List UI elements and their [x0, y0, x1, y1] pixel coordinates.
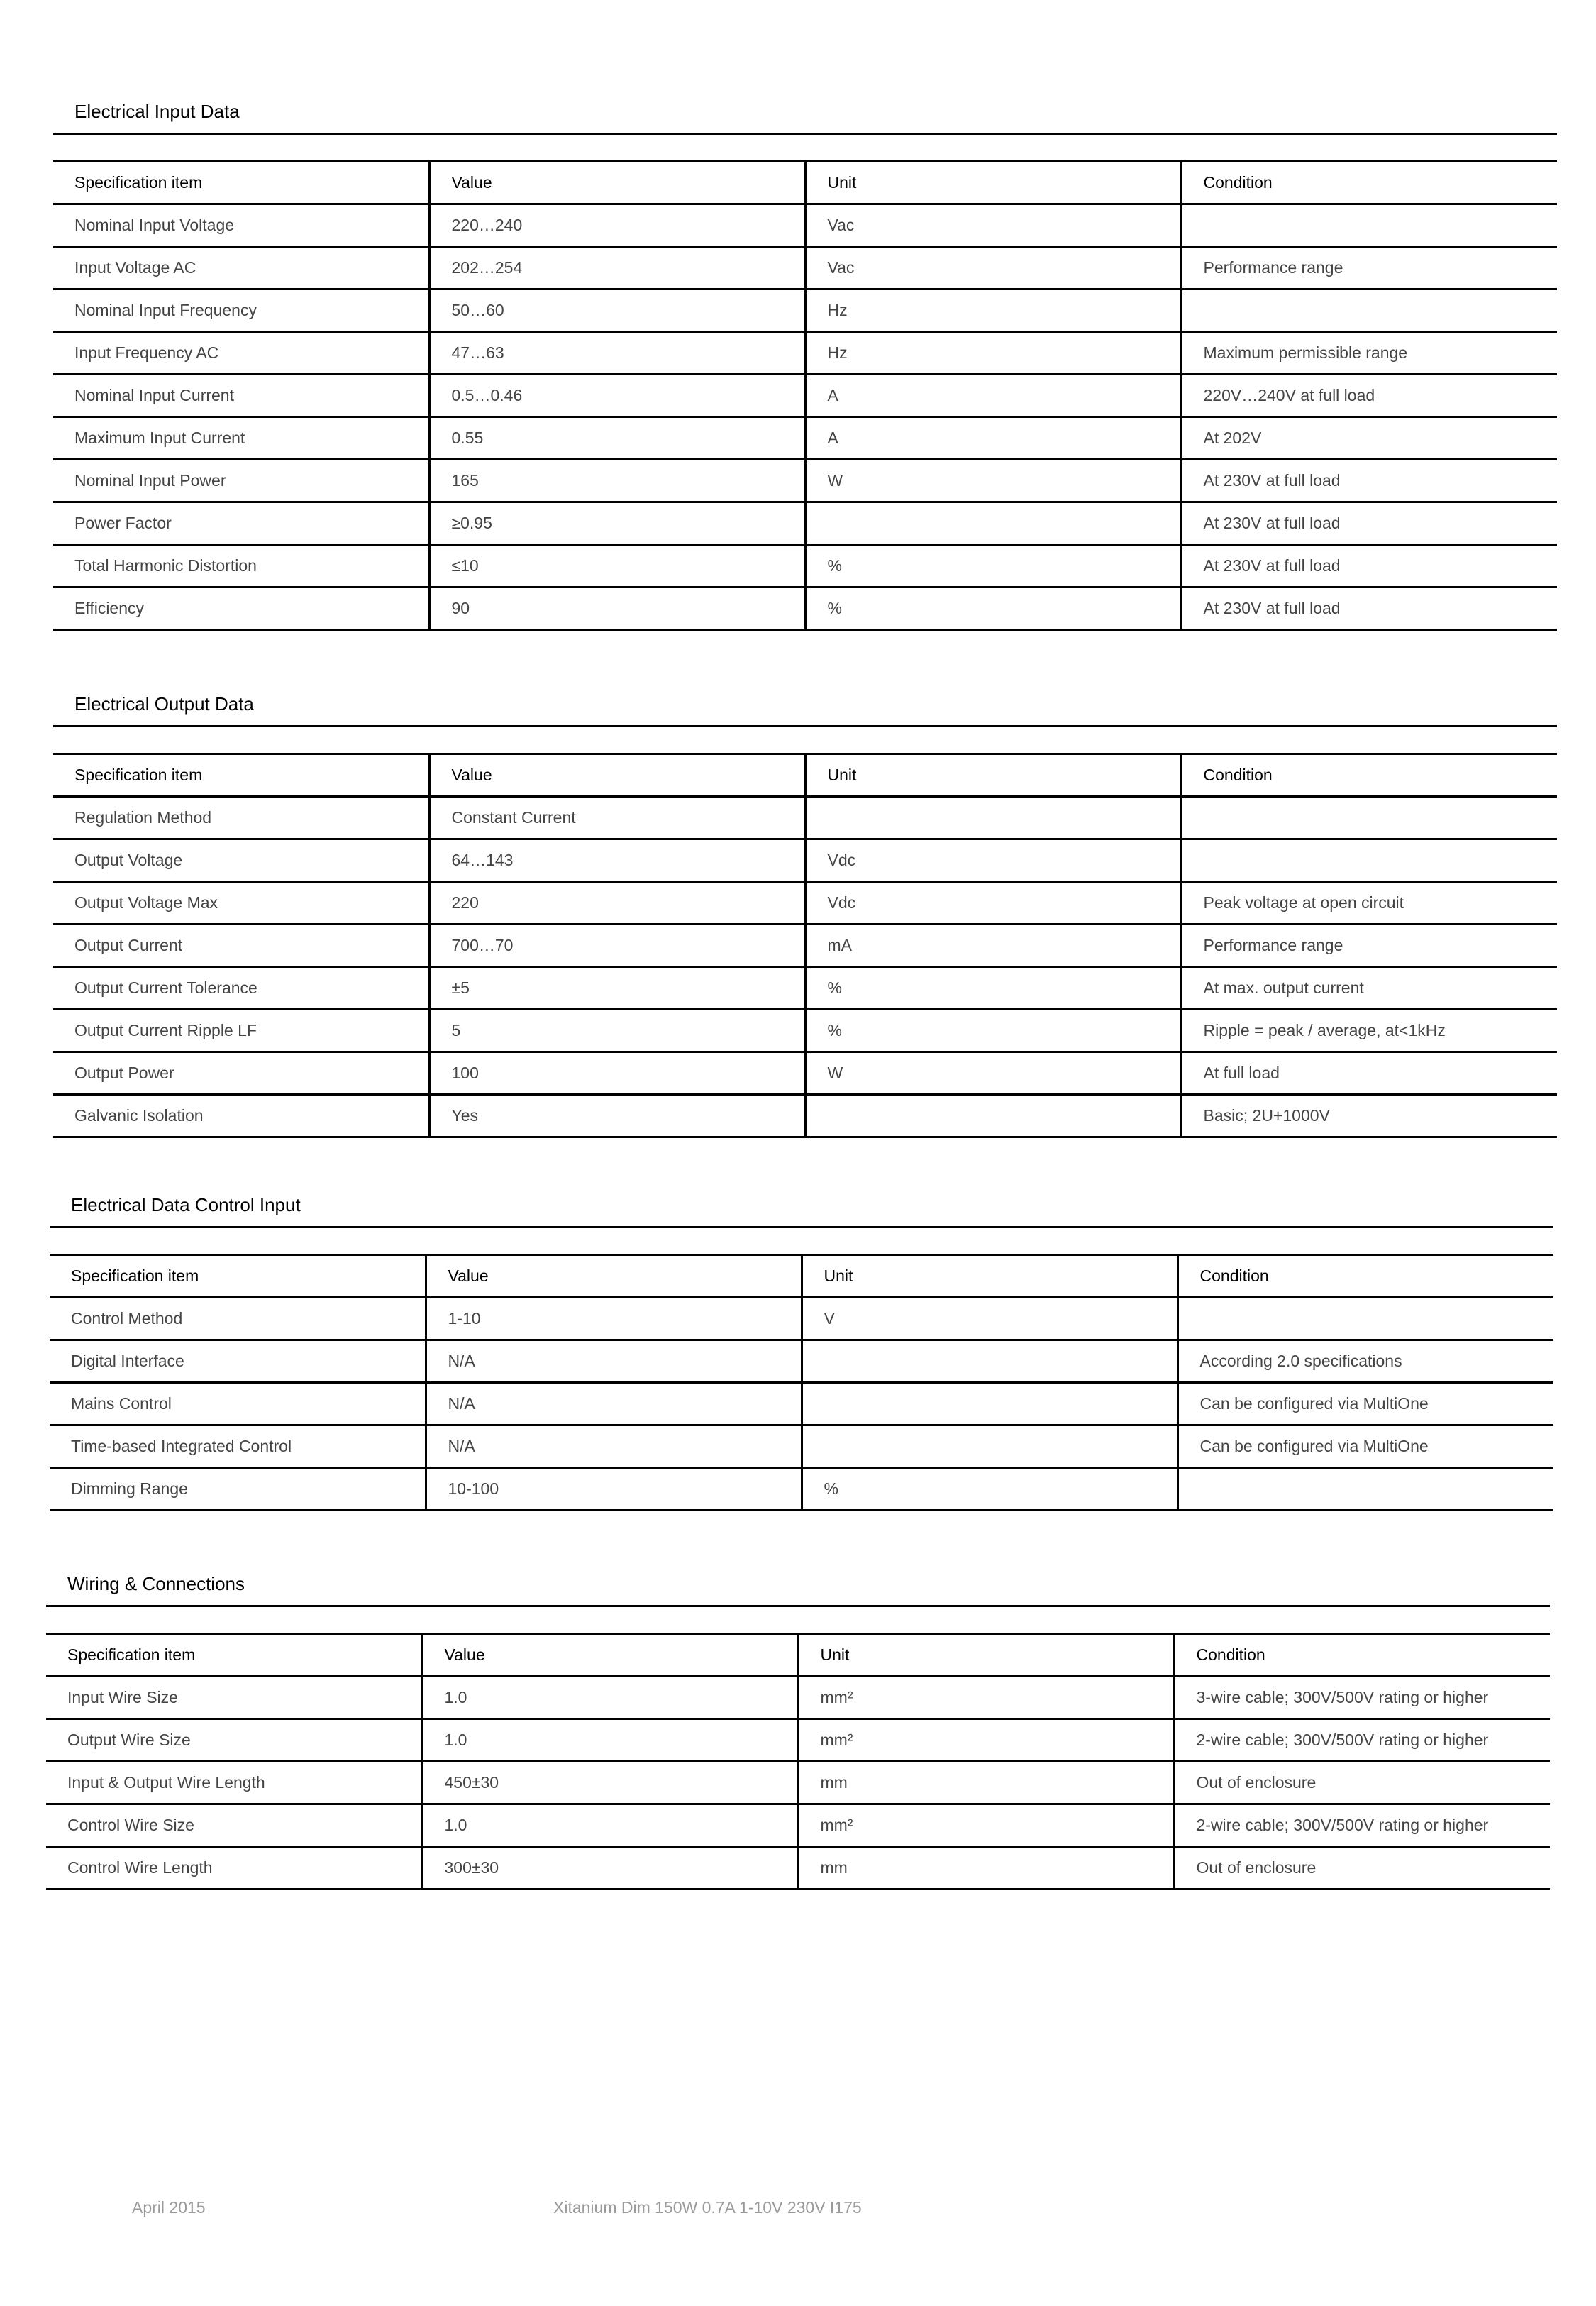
column-header-spec-item: Specification item — [53, 162, 429, 204]
cell-condition: At max. output current — [1181, 967, 1557, 1010]
section-electrical-output — [53, 688, 1557, 1138]
cell-value: ±5 — [429, 967, 805, 1010]
table-header-row — [53, 162, 1557, 204]
section-title: Electrical Data Control Input — [50, 1188, 1553, 1228]
cell-value: 100 — [429, 1052, 805, 1095]
cell-condition — [1177, 1298, 1553, 1340]
column-header-condition: Condition — [1177, 1255, 1553, 1298]
column-header-unit: Unit — [802, 1255, 1177, 1298]
cell-spec-item: Maximum Input Current — [53, 417, 429, 460]
section-wiring-connections — [46, 1567, 1550, 1890]
cell-condition: 220V…240V at full load — [1181, 375, 1557, 417]
cell-condition: At full load — [1181, 1052, 1557, 1095]
table-row — [53, 247, 1557, 289]
cell-condition — [1177, 1468, 1553, 1511]
cell-spec-item: Galvanic Isolation — [53, 1095, 429, 1137]
cell-condition — [1181, 204, 1557, 247]
cell-unit: mm² — [798, 1677, 1174, 1719]
column-header-unit: Unit — [798, 1634, 1174, 1677]
cell-unit — [805, 797, 1181, 839]
cell-unit — [802, 1383, 1177, 1425]
table-row — [50, 1425, 1553, 1468]
table-row — [53, 925, 1557, 967]
cell-condition: At 202V — [1181, 417, 1557, 460]
cell-value: 47…63 — [429, 332, 805, 375]
cell-condition: Can be configured via MultiOne — [1177, 1383, 1553, 1425]
cell-value: 0.5…0.46 — [429, 375, 805, 417]
cell-condition: Ripple = peak / average, at<1kHz — [1181, 1010, 1557, 1052]
cell-unit — [802, 1340, 1177, 1383]
cell-unit: mm² — [798, 1719, 1174, 1762]
cell-unit: mA — [805, 925, 1181, 967]
cell-value: ≤10 — [429, 545, 805, 587]
cell-spec-item: Power Factor — [53, 502, 429, 545]
cell-condition — [1181, 839, 1557, 882]
column-header-spec-item: Specification item — [46, 1634, 422, 1677]
cell-value: 1.0 — [422, 1804, 798, 1847]
table-row — [53, 375, 1557, 417]
cell-spec-item: Control Method — [50, 1298, 426, 1340]
spec-table — [53, 753, 1557, 1138]
cell-spec-item: Efficiency — [53, 587, 429, 630]
section-electrical-input — [53, 95, 1557, 631]
cell-spec-item: Nominal Input Power — [53, 460, 429, 502]
cell-value: N/A — [426, 1340, 802, 1383]
cell-unit: Vdc — [805, 882, 1181, 925]
cell-value: N/A — [426, 1383, 802, 1425]
spec-table — [53, 160, 1557, 631]
cell-unit: Vdc — [805, 839, 1181, 882]
cell-condition: At 230V at full load — [1181, 502, 1557, 545]
cell-unit: Hz — [805, 289, 1181, 332]
cell-unit: Vac — [805, 247, 1181, 289]
cell-value: 1-10 — [426, 1298, 802, 1340]
cell-unit — [805, 1095, 1181, 1137]
cell-unit: A — [805, 375, 1181, 417]
cell-spec-item: Time-based Integrated Control — [50, 1425, 426, 1468]
table-row — [46, 1762, 1550, 1804]
cell-unit: Vac — [805, 204, 1181, 247]
table-row — [53, 460, 1557, 502]
spec-table — [46, 1633, 1550, 1890]
cell-unit: % — [805, 545, 1181, 587]
column-header-spec-item: Specification item — [53, 754, 429, 797]
table-row — [46, 1847, 1550, 1890]
cell-value: 202…254 — [429, 247, 805, 289]
cell-value: 1.0 — [422, 1719, 798, 1762]
cell-unit: mm — [798, 1847, 1174, 1890]
cell-condition: At 230V at full load — [1181, 545, 1557, 587]
cell-unit: W — [805, 460, 1181, 502]
table-row — [50, 1340, 1553, 1383]
cell-condition: 3-wire cable; 300V/500V rating or higher — [1174, 1677, 1550, 1719]
cell-unit: V — [802, 1298, 1177, 1340]
table-row — [53, 1052, 1557, 1095]
cell-spec-item: Nominal Input Voltage — [53, 204, 429, 247]
table-row — [53, 332, 1557, 375]
table-header-row — [50, 1255, 1553, 1298]
table-row — [46, 1677, 1550, 1719]
cell-condition: 2-wire cable; 300V/500V rating or higher — [1174, 1804, 1550, 1847]
cell-spec-item: Output Current — [53, 925, 429, 967]
cell-unit: % — [805, 1010, 1181, 1052]
table-row — [53, 1095, 1557, 1137]
cell-condition: Performance range — [1181, 925, 1557, 967]
cell-value: 220…240 — [429, 204, 805, 247]
cell-condition: According 2.0 specifications — [1177, 1340, 1553, 1383]
cell-value: 90 — [429, 587, 805, 630]
cell-spec-item: Dimming Range — [50, 1468, 426, 1511]
cell-spec-item: Input Voltage AC — [53, 247, 429, 289]
cell-spec-item: Output Power — [53, 1052, 429, 1095]
cell-spec-item: Output Current Ripple LF — [53, 1010, 429, 1052]
cell-spec-item: Output Wire Size — [46, 1719, 422, 1762]
cell-value: 0.55 — [429, 417, 805, 460]
table-row — [53, 1010, 1557, 1052]
section-control-input — [50, 1188, 1553, 1511]
cell-unit: mm² — [798, 1804, 1174, 1847]
cell-unit: % — [802, 1468, 1177, 1511]
table-row — [53, 545, 1557, 587]
table-row — [53, 967, 1557, 1010]
cell-value: Yes — [429, 1095, 805, 1137]
cell-unit — [802, 1425, 1177, 1468]
table-header-row — [53, 754, 1557, 797]
spec-table — [50, 1254, 1553, 1511]
table-row — [46, 1719, 1550, 1762]
cell-value: 1.0 — [422, 1677, 798, 1719]
cell-value: ≥0.95 — [429, 502, 805, 545]
cell-condition: Peak voltage at open circuit — [1181, 882, 1557, 925]
cell-spec-item: Input & Output Wire Length — [46, 1762, 422, 1804]
cell-spec-item: Output Voltage — [53, 839, 429, 882]
cell-value: 50…60 — [429, 289, 805, 332]
cell-value: 450±30 — [422, 1762, 798, 1804]
cell-condition: At 230V at full load — [1181, 460, 1557, 502]
column-header-value: Value — [429, 754, 805, 797]
column-header-condition: Condition — [1181, 162, 1557, 204]
column-header-condition: Condition — [1174, 1634, 1550, 1677]
cell-condition — [1181, 289, 1557, 332]
column-header-unit: Unit — [805, 754, 1181, 797]
table-row — [50, 1298, 1553, 1340]
footer-date: April 2015 — [132, 2198, 206, 2217]
cell-spec-item: Output Voltage Max — [53, 882, 429, 925]
cell-condition — [1181, 797, 1557, 839]
column-header-unit: Unit — [805, 162, 1181, 204]
cell-condition: Maximum permissible range — [1181, 332, 1557, 375]
cell-unit: mm — [798, 1762, 1174, 1804]
cell-unit — [805, 502, 1181, 545]
cell-condition: Basic; 2U+1000V — [1181, 1095, 1557, 1137]
table-row — [53, 882, 1557, 925]
column-header-value: Value — [426, 1255, 802, 1298]
cell-value: 5 — [429, 1010, 805, 1052]
cell-unit: W — [805, 1052, 1181, 1095]
cell-spec-item: Digital Interface — [50, 1340, 426, 1383]
column-header-value: Value — [422, 1634, 798, 1677]
cell-condition: 2-wire cable; 300V/500V rating or higher — [1174, 1719, 1550, 1762]
table-row — [53, 204, 1557, 247]
table-row — [46, 1804, 1550, 1847]
cell-condition: At 230V at full load — [1181, 587, 1557, 630]
cell-spec-item: Control Wire Length — [46, 1847, 422, 1890]
cell-value: N/A — [426, 1425, 802, 1468]
cell-spec-item: Output Current Tolerance — [53, 967, 429, 1010]
table-row — [53, 587, 1557, 630]
cell-spec-item: Control Wire Size — [46, 1804, 422, 1847]
footer-product-name: Xitanium Dim 150W 0.7A 1-10V 230V I175 — [553, 2198, 862, 2217]
table-header-row — [46, 1634, 1550, 1677]
table-row — [53, 502, 1557, 545]
section-title: Electrical Input Data — [53, 95, 1557, 135]
cell-value: 10-100 — [426, 1468, 802, 1511]
cell-spec-item: Nominal Input Current — [53, 375, 429, 417]
section-title: Electrical Output Data — [53, 688, 1557, 727]
section-title: Wiring & Connections — [46, 1567, 1550, 1607]
cell-value: Constant Current — [429, 797, 805, 839]
cell-value: 300±30 — [422, 1847, 798, 1890]
column-header-value: Value — [429, 162, 805, 204]
cell-value: 220 — [429, 882, 805, 925]
cell-value: 165 — [429, 460, 805, 502]
cell-condition: Out of enclosure — [1174, 1847, 1550, 1890]
cell-unit: Hz — [805, 332, 1181, 375]
column-header-condition: Condition — [1181, 754, 1557, 797]
table-row — [53, 797, 1557, 839]
table-row — [50, 1468, 1553, 1511]
table-row — [53, 289, 1557, 332]
cell-spec-item: Mains Control — [50, 1383, 426, 1425]
cell-condition: Can be configured via MultiOne — [1177, 1425, 1553, 1468]
cell-unit: A — [805, 417, 1181, 460]
cell-unit: % — [805, 967, 1181, 1010]
table-row — [53, 417, 1557, 460]
cell-spec-item: Input Frequency AC — [53, 332, 429, 375]
table-row — [53, 839, 1557, 882]
cell-spec-item: Total Harmonic Distortion — [53, 545, 429, 587]
cell-value: 700…70 — [429, 925, 805, 967]
column-header-spec-item: Specification item — [50, 1255, 426, 1298]
cell-spec-item: Input Wire Size — [46, 1677, 422, 1719]
cell-value: 64…143 — [429, 839, 805, 882]
cell-spec-item: Regulation Method — [53, 797, 429, 839]
cell-unit: % — [805, 587, 1181, 630]
cell-condition: Out of enclosure — [1174, 1762, 1550, 1804]
cell-spec-item: Nominal Input Frequency — [53, 289, 429, 332]
cell-condition: Performance range — [1181, 247, 1557, 289]
table-row — [50, 1383, 1553, 1425]
